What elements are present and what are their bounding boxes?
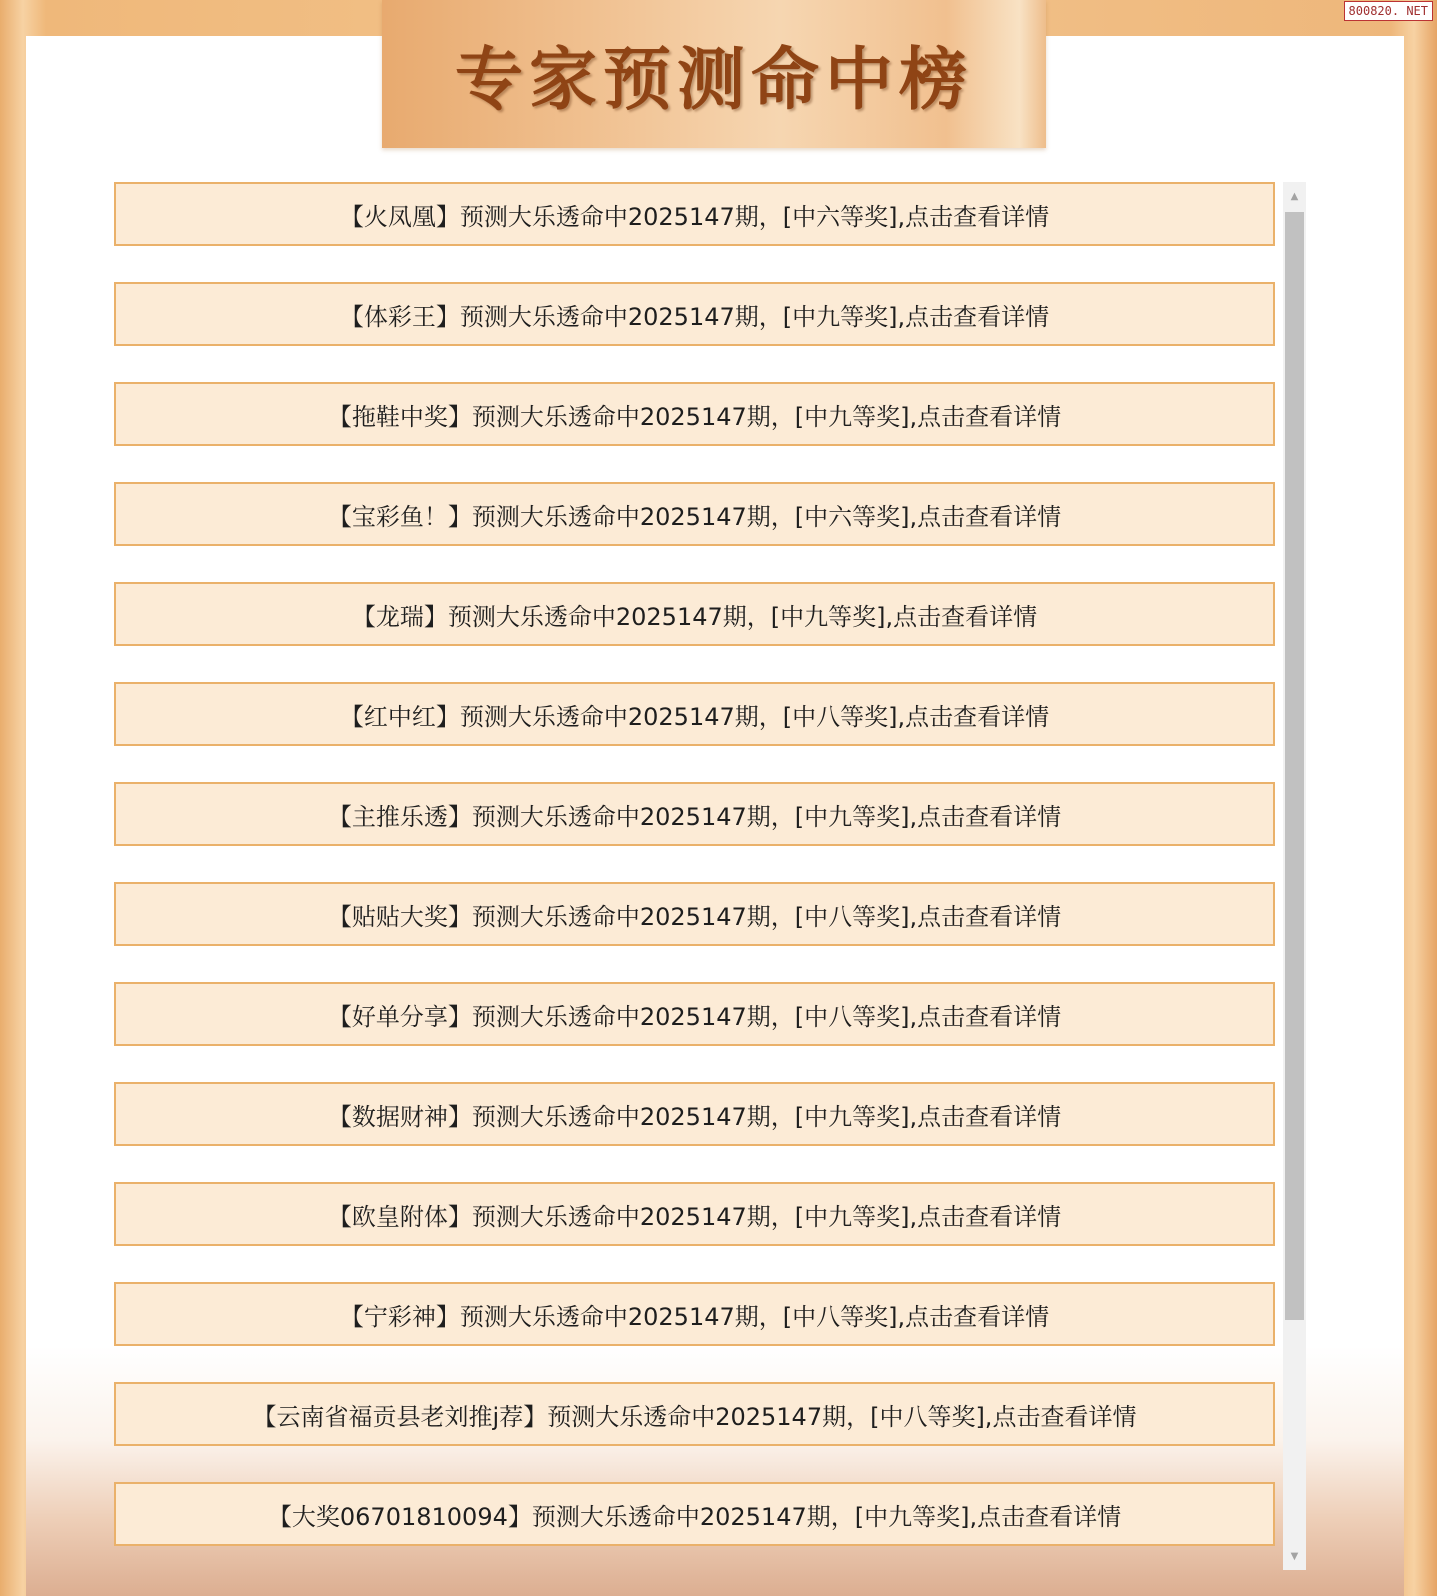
list-item[interactable] (114, 682, 1275, 746)
list-item-label: 【好单分享】预测大乐透命中2025147期，[中八等奖],点击查看详情 (327, 1002, 1062, 1031)
list-item[interactable] (114, 1082, 1275, 1146)
list-item-label: 【红中红】预测大乐透命中2025147期，[中八等奖],点击查看详情 (339, 702, 1050, 731)
list-item[interactable] (114, 382, 1275, 446)
list-item[interactable] (114, 1482, 1275, 1546)
prediction-list (114, 182, 1279, 1570)
list-item-label: 【龙瑞】预测大乐透命中2025147期，[中九等奖],点击查看详情 (351, 602, 1038, 631)
triangle-down-icon[interactable]: ▼ (1290, 1550, 1299, 1562)
list-item[interactable] (114, 282, 1275, 346)
page-title: 专家预测命中榜 (454, 40, 973, 120)
list-item-label: 【大奖06701810094】预测大乐透命中2025147期，[中九等奖],点击查看详情 (267, 1502, 1122, 1531)
list-item-label: 【宁彩神】预测大乐透命中2025147期，[中八等奖],点击查看详情 (339, 1302, 1050, 1331)
list-item[interactable] (114, 182, 1275, 246)
list-scrollbar[interactable] (1283, 182, 1306, 1570)
list-item[interactable] (114, 882, 1275, 946)
site-watermark: 800820. NET (1344, 1, 1433, 21)
list-item-label: 【主推乐透】预测大乐透命中2025147期，[中九等奖],点击查看详情 (327, 802, 1062, 831)
triangle-up-icon[interactable]: ▲ (1290, 190, 1299, 202)
list-item-label: 【贴贴大奖】预测大乐透命中2025147期，[中八等奖],点击查看详情 (327, 902, 1062, 931)
list-item[interactable] (114, 982, 1275, 1046)
list-item-label: 【宝彩鱼！】预测大乐透命中2025147期，[中六等奖],点击查看详情 (327, 502, 1062, 531)
list-item[interactable] (114, 1382, 1275, 1446)
scroll-thumb[interactable] (1285, 212, 1304, 1320)
list-item[interactable] (114, 582, 1275, 646)
list-item[interactable] (114, 1182, 1275, 1246)
list-item-label: 【欧皇附体】预测大乐透命中2025147期，[中九等奖],点击查看详情 (327, 1202, 1062, 1231)
list-item[interactable] (114, 1282, 1275, 1346)
list-item[interactable] (114, 782, 1275, 846)
title-banner (382, 0, 1046, 148)
list-item-label: 【拖鞋中奖】预测大乐透命中2025147期，[中九等奖],点击查看详情 (327, 402, 1062, 431)
list-item-label: 【数据财神】预测大乐透命中2025147期，[中九等奖],点击查看详情 (327, 1102, 1062, 1131)
list-item[interactable] (114, 482, 1275, 546)
list-item-label: 【火凤凰】预测大乐透命中2025147期，[中六等奖],点击查看详情 (339, 202, 1050, 231)
list-item-label: 【体彩王】预测大乐透命中2025147期，[中九等奖],点击查看详情 (339, 302, 1050, 331)
list-item-label: 【云南省福贡县老刘推j荐】预测大乐透命中2025147期，[中八等奖],点击查看详情 (252, 1402, 1137, 1431)
